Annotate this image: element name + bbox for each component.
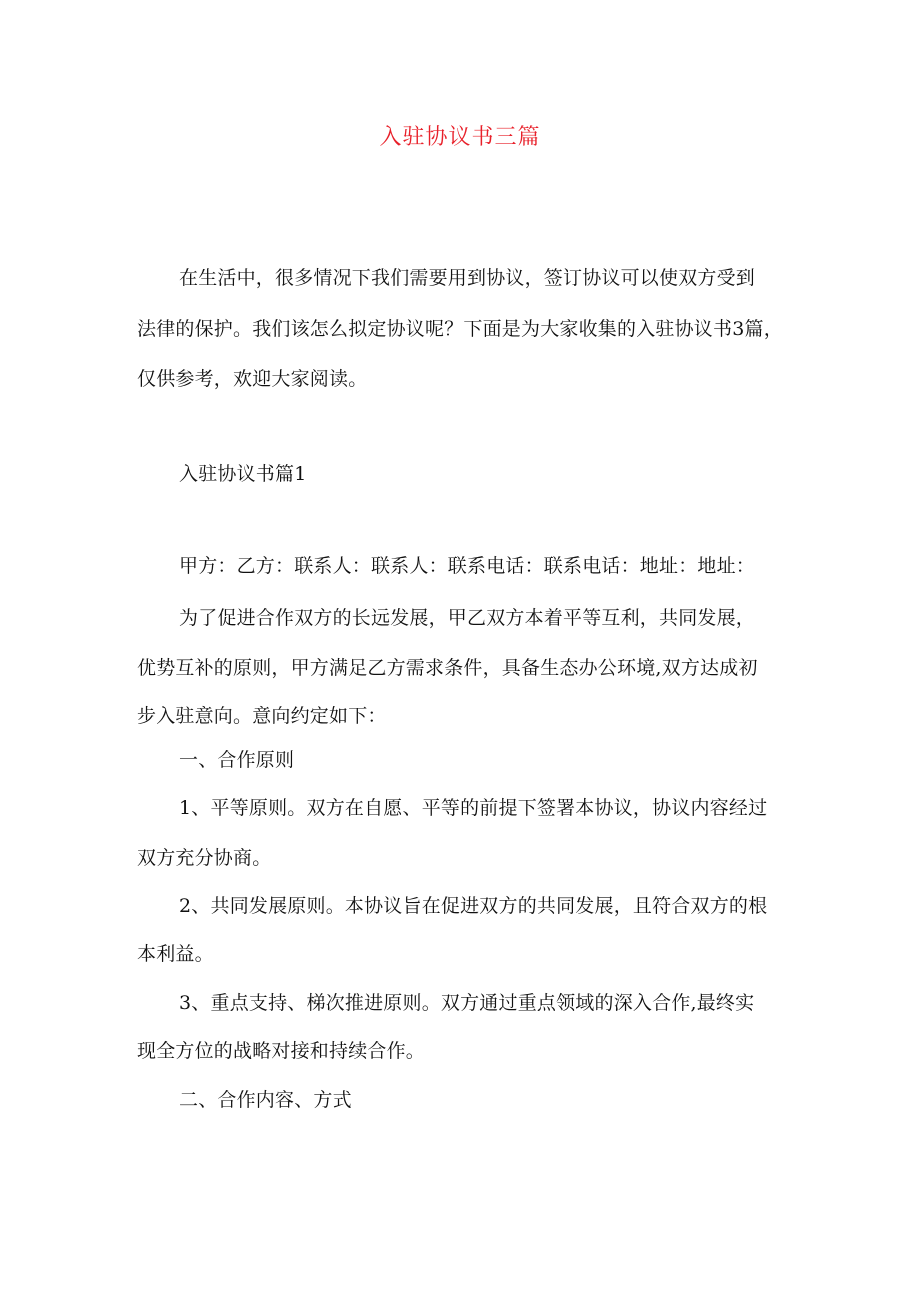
principle-1-line-1: 1、平等原则。双方在自愿、平等的前提下签署本协议，协议内容经过: [179, 797, 768, 819]
purpose-line-3: 步入驻意向。意向约定如下：: [137, 705, 387, 727]
intro-line-3: 仅供参考，欢迎大家阅读。: [137, 368, 368, 390]
intro-line-2: 法律的保护。我们该怎么拟定协议呢？下面是为大家收集的入驻协议书3篇，: [137, 318, 783, 340]
principle-3-line-1: 3、重点支持、梯次推进原则。双方通过重点领域的深入合作,最终实: [179, 992, 755, 1014]
parties-line: 甲方：乙方：联系人：联系人：联系电话：联系电话：地址：地址：: [179, 555, 756, 577]
principle-2-line-2: 本利益。: [137, 943, 214, 965]
principle-1-line-2: 双方充分协商。: [137, 847, 272, 869]
principle-2-line-1: 2、共同发展原则。本协议旨在促进双方的共同发展，且符合双方的根: [179, 895, 768, 917]
purpose-line-2: 优势互补的原则，甲方满足乙方需求条件，具备生态办公环境,双方达成初: [137, 657, 758, 679]
purpose-line-1: 为了促进合作双方的长远发展，甲乙双方本着平等互利，共同发展，: [179, 607, 756, 629]
intro-line-1: 在生活中，很多情况下我们需要用到协议，签订协议可以使双方受到: [179, 267, 756, 289]
document-title: 入驻协议书三篇: [379, 125, 541, 150]
chapter-heading-2: 二、合作内容、方式: [179, 1089, 352, 1111]
section-heading: 入驻协议书篇1: [179, 463, 307, 485]
chapter-heading-1: 一、合作原则: [179, 749, 295, 771]
principle-3-line-2: 现全方位的战略对接和持续合作。: [137, 1040, 426, 1062]
